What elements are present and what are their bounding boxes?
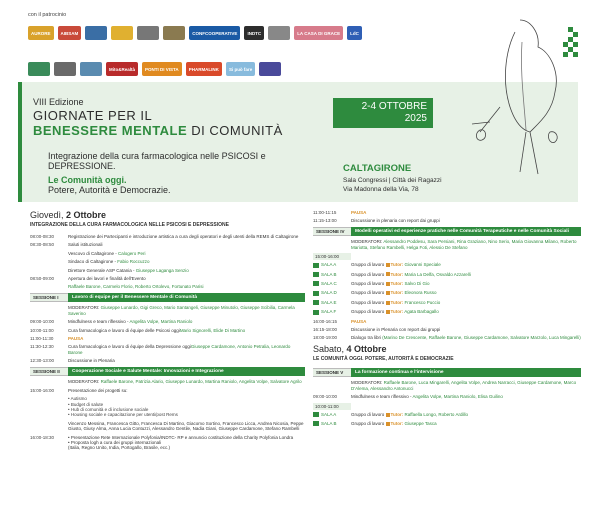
schedule-time: 16:15-18:00	[313, 327, 338, 333]
schedule-time: 08:30-08:50	[30, 242, 55, 248]
schedule-row	[313, 218, 581, 223]
partner-logo	[259, 62, 281, 76]
right-rows-a	[313, 210, 581, 224]
speaker-names: Giuseppe Cardamone, Antonio Petralia, Leonardo Barone	[68, 344, 291, 355]
schedule-text: MODERATORI:	[68, 305, 101, 311]
schedule-content	[68, 284, 305, 289]
session-1-title: Lavoro di equipe per il Benessere Mentale di Comunità	[68, 293, 305, 303]
workgroup-info	[351, 412, 468, 417]
schedule-content	[68, 388, 305, 393]
dates: 2-4 OTTOBRE	[361, 101, 427, 112]
day1-date: 2 Ottobre	[66, 210, 107, 220]
schedule-content	[351, 327, 581, 332]
schedule-content	[68, 268, 305, 273]
schedule-row	[30, 242, 305, 247]
schedule-time	[30, 251, 68, 256]
day1-rows-c	[30, 379, 305, 393]
schedule-content	[68, 319, 305, 324]
schedule-text: Sindaco di Caltagirone -	[68, 259, 118, 265]
bullet-text: Autismo	[70, 396, 87, 402]
bookmark-icon	[313, 421, 319, 426]
tutor-square-icon	[386, 291, 390, 295]
session-5	[313, 368, 581, 378]
partner-logo: Mito&Realtà	[106, 62, 138, 76]
tutor-label: Tutor:	[390, 262, 404, 268]
schedule-text: Dialogo tra libri	[351, 335, 383, 341]
partner-logo	[28, 62, 50, 76]
schedule-row	[313, 394, 581, 399]
venue-city: CALTAGIRONE	[343, 163, 412, 174]
schedule-text: Registrazione dei Partecipanti e introduzione artistica a cura degli operatori e degli utenti della REMS di Caltagirone	[68, 234, 299, 239]
workgroup-row	[313, 281, 581, 286]
group-label: Gruppo di lavoro	[351, 281, 385, 287]
group-label: Gruppo di lavoro	[351, 309, 385, 315]
day3-name: Sabato,	[313, 343, 345, 354]
tutor-label: Tutor:	[390, 281, 404, 287]
group-label: Gruppo di lavoro	[351, 262, 385, 268]
sala-tag	[313, 262, 351, 267]
tutor-label: Tutor:	[390, 299, 404, 305]
pause-label: PAUSA	[68, 336, 84, 342]
schedule-row	[30, 276, 305, 281]
tutor-label: Tutor:	[390, 271, 404, 277]
subtitle-2-rest: Potere, Autorità e Democrazie.	[48, 185, 171, 195]
sala-tag	[313, 309, 351, 314]
schedule-row	[313, 210, 581, 215]
row-last-line2: • Proposta logh a cura dei gruppi internazionali	[68, 439, 162, 445]
schedule-row	[30, 379, 305, 384]
tutor-names: Eleonora Russo	[404, 290, 437, 296]
bullet-text: Hub di comunità e di inclusione sociale	[70, 406, 149, 412]
schedule-text: Discussione in Plenaria con report dai gruppi	[351, 327, 441, 333]
sala-label: SALA B	[321, 421, 337, 427]
row-last-line1: • Presentazione Rete Internazionale Polyfonia/INDTC- RP e annuncio costituzione della Charity Polyfonia Londra	[68, 434, 294, 440]
tutor-names: Raffaella Longo, Roberto Ardillo	[404, 411, 468, 417]
session-5-moderators: MODERATORI: Raffaele Barone, Luca Mingarelli, Angelita Volpe, Andrea Narracci, Giuseppe Cardamone, Marco D'Alema, Alessandro Antonucci	[351, 380, 577, 391]
speaker-names: (Marino De Crescente, Raffaele Barone, Giuseppe Cardamone, Salvatore Marzolo, Luca Mingarelli)	[382, 335, 581, 341]
workgroup-row	[313, 290, 581, 295]
year: 2025	[404, 113, 427, 124]
tutor-square-icon	[386, 263, 390, 267]
schedule-row	[30, 319, 305, 324]
schedule-content	[351, 335, 581, 340]
speaker-names: Raffaele Barone, Patrizia Alario, Giuseppe Lunardo, Martina Raniolo, Angelita Volpe, Salvatore Agrilo	[100, 379, 302, 385]
day1-name: Giovedì,	[30, 210, 64, 220]
day3-rows	[313, 394, 581, 399]
schedule-content	[68, 234, 305, 239]
schedule-content	[68, 358, 305, 363]
group-time: 15:00-16:00	[313, 253, 351, 260]
bullet-names: Vincenzo Messina, Francesca Gitto, Francesca Di Martino, Giacomo Sortino, Francesco Licca, Andrea Nicosia, Peppe Giusto, Giusy Alma, Anna Lucia Contuzzi, Alessandro Gentile, Nadia Giani, Giuseppe Cardamone, Stefano Rambelli	[68, 420, 304, 432]
workgroup-info	[351, 272, 471, 277]
schedule-row-last	[30, 435, 305, 451]
header-stripe	[18, 82, 22, 202]
program-day1	[30, 210, 305, 454]
session-4-title: Modelli operativi ed esperienze pratiche nelle Comunità Terapeutiche e nelle Comunità Sociali	[351, 227, 581, 237]
session-2	[30, 367, 305, 377]
speaker-names: Raffaele Barone, Carmelo Florio, Roberto Ortolevo, Fortunato Parisi	[68, 284, 204, 290]
pause-label: PAUSA	[351, 318, 367, 324]
schedule-text: Presentazione dei progetti su:	[68, 387, 128, 393]
schedule-time	[30, 259, 68, 264]
day1-rows-a	[30, 234, 305, 290]
group-label: Gruppo di lavoro	[351, 299, 385, 305]
schedule-content	[68, 344, 305, 355]
speaker-names: Angelita Volpe, Martina Raniolo	[129, 319, 193, 325]
day1-theme: INTEGRAZIONE DELLA CURA FARMACOLOGICA NELLE PSICOSI E DEPRESSIONE	[30, 222, 229, 228]
schedule-row	[30, 336, 305, 341]
sala-tag	[313, 272, 351, 277]
sala-label: SALA B	[321, 271, 337, 277]
bullet-names-row	[30, 421, 305, 432]
bullet-item: • Autismo	[68, 396, 87, 402]
patronage-logos-row-2	[28, 62, 281, 76]
session-4-moderators-row	[313, 239, 581, 250]
event-title-line2	[33, 123, 283, 138]
sala-label: SALA D	[321, 290, 337, 296]
title-rest: DI COMUNITÀ	[191, 123, 283, 138]
workgroup-row	[313, 309, 581, 314]
partner-logo	[163, 26, 185, 40]
sketch-illustration	[460, 12, 580, 192]
schedule-row	[30, 268, 305, 273]
schedule-text: Direttore Generale ASP Catania -	[68, 267, 136, 273]
schedule-text: Discussione in Plenaria	[68, 358, 115, 364]
group-label: Gruppo di lavoro	[351, 271, 385, 277]
session-2-title: Cooperazione Sociale e Salute Mentale: Innovazioni e Integrazione	[68, 367, 305, 377]
schedule-content	[68, 259, 305, 264]
workgroup-row	[313, 421, 581, 426]
speaker-names: Angelita Volpe, Martina Raniolo, Elisa Guilino	[412, 394, 503, 400]
tutor-names: Salvo Di Gio	[404, 281, 430, 287]
schedule-row	[30, 259, 305, 264]
schedule-text: MODERATORI:	[68, 379, 101, 385]
title-highlight: BENESSERE MENTALE	[33, 123, 188, 138]
day3-date: 4 Ottobre	[346, 343, 387, 354]
schedule-time: 08:00-08:30	[30, 234, 55, 239]
tutor-label: Tutor:	[390, 411, 404, 417]
workgroup-row	[313, 262, 581, 267]
schedule-time: 11:15-13:00	[313, 218, 337, 224]
workgroup-row	[313, 412, 581, 417]
sala-label: SALA E	[321, 299, 337, 305]
bullet-text: Housing sociale e capacitazione per utenti/post Rems	[70, 412, 178, 418]
tutor-label: Tutor:	[390, 290, 404, 296]
day1-rows-b	[30, 305, 305, 363]
sala-label: SALA A	[321, 411, 337, 417]
partner-logo	[80, 62, 102, 76]
bullet-text: Budget di salute	[70, 401, 104, 407]
schedule-text: Saluti istituzionali	[68, 242, 103, 248]
right-rows-b	[313, 319, 581, 341]
schedule-time: 16:00-16:15	[313, 318, 338, 324]
workgroup-info	[351, 290, 437, 295]
schedule-content	[68, 328, 305, 333]
date-badge	[333, 98, 433, 128]
partner-logo: INDTC	[244, 26, 264, 40]
subtitle-1: Integrazione della cura farmacologica nelle PSICOSI e DEPRESSIONE.	[48, 151, 266, 171]
subtitle-2-highlight: Le Comunità oggi.	[48, 175, 127, 185]
schedule-time: 11:00-11:15	[313, 210, 337, 215]
sala-tag	[313, 290, 351, 295]
sala-tag	[313, 300, 351, 305]
speaker-names: Giuseppe Laganga Senzio	[135, 267, 189, 273]
partner-logo	[137, 26, 159, 40]
tutor-square-icon	[386, 413, 390, 417]
partner-logo	[85, 26, 107, 40]
tutor-square-icon	[386, 301, 390, 305]
session-1-label: SESSIONE I	[30, 293, 68, 303]
day3-theme: LE COMUNITÀ OGGI. POTERE, AUTORITÀ E DEMOCRAZIE	[313, 355, 454, 362]
schedule-text: Mindfulness e team riflessivo -	[68, 319, 130, 325]
schedule-time: 11:30-12:30	[30, 344, 54, 350]
workgroup-row	[313, 272, 581, 277]
sala-label: SALA C	[321, 281, 337, 287]
schedule-time: 08:50-09:00	[30, 276, 55, 282]
group-label: Gruppo di lavoro	[351, 290, 385, 296]
sala-label: SALA A	[321, 262, 337, 268]
session-5-moderators-row	[313, 380, 581, 391]
tutor-square-icon	[386, 272, 390, 276]
bookmark-icon	[313, 291, 319, 296]
day3-heading	[313, 344, 581, 354]
row-last-content	[68, 435, 305, 451]
tutor-names: Francesco Puccio	[404, 299, 441, 305]
partner-logo: AIBSAM	[58, 26, 82, 40]
schedule-time	[30, 268, 68, 273]
schedule-text: Cura farmacologica e lavoro di équipe delle Psicosi oggi	[68, 327, 180, 333]
partner-logo: LA CASA DI GRACE	[294, 26, 343, 40]
schedule-row	[313, 319, 581, 324]
partner-logo: PHARMALINK	[186, 62, 222, 76]
schedule-time: 10:00-11:00	[30, 327, 54, 333]
workgroup-info	[351, 300, 440, 305]
bullet-list	[30, 396, 305, 418]
session-5-title: La formazione continua e l'intervisione	[351, 368, 581, 378]
schedule-time	[30, 284, 68, 289]
schedule-content	[68, 276, 305, 281]
schedule-content	[351, 218, 581, 223]
tutor-square-icon	[386, 282, 390, 286]
schedule-row	[30, 358, 305, 363]
schedule-content	[351, 210, 581, 215]
speaker-names: Mario Signorelli, Elide Di Martino	[179, 327, 246, 333]
workgroups-day2	[313, 262, 581, 314]
bookmark-icon	[313, 263, 319, 268]
workgroup-info	[351, 262, 441, 267]
subtitle-2	[48, 175, 171, 195]
schedule-content	[351, 394, 581, 399]
schedule-time: 09:00-10:00	[313, 394, 338, 400]
schedule-row	[30, 344, 305, 355]
day3-group-time: 10:00-11:00	[313, 403, 351, 410]
workgroup-row	[313, 300, 581, 305]
schedule-time	[30, 379, 68, 384]
schedule-text: Discussione in plenaria con report dai gruppi	[351, 218, 440, 224]
group-label: Gruppo di lavoro	[351, 411, 385, 417]
bookmark-icon	[313, 300, 319, 305]
schedule-text: Apertura dei lavori e finalità dell'Evento	[68, 276, 146, 282]
bookmark-icon	[313, 272, 319, 277]
schedule-time: 12:30-13:00	[30, 358, 55, 364]
sala-tag	[313, 412, 351, 417]
event-title-line1: GIORNATE PER IL	[33, 108, 153, 123]
schedule-row	[30, 251, 305, 256]
venue-address: Via Madonna della Via, 78	[343, 186, 419, 193]
edition-label: VIII Edizione	[33, 97, 84, 107]
schedule-time: 15:00-16:00	[30, 387, 55, 393]
schedule-row	[30, 388, 305, 393]
schedule-row	[30, 305, 305, 316]
patronage-logos-row-1	[28, 26, 362, 40]
tutor-names: Agata Barbagallo	[404, 309, 439, 315]
session-5-label: SESSIONE V	[313, 368, 351, 378]
partner-logo	[54, 62, 76, 76]
schedule-row	[30, 328, 305, 333]
workgroup-info	[351, 309, 439, 314]
schedule-text: Vescovo di Caltagirone -	[68, 250, 119, 256]
sala-tag	[313, 421, 351, 426]
schedule-row	[313, 327, 581, 332]
schedule-time: 09:00-10:00	[30, 319, 55, 325]
session-4-moderators: MODERATORI: Alessandro Poddesu, Sara Persiani, Rina Graziano, Nino Serio, Maria Giovanna Milano, Roberto Mariotta, Stefano Rambelli, Helga Foti, Alessio De Stefano	[351, 239, 577, 250]
speaker-names: Calogero Peri	[118, 250, 146, 256]
schedule-time: 11:00-11:30	[30, 336, 54, 342]
schedule-row	[30, 284, 305, 289]
program-right-column	[313, 210, 581, 431]
partner-logo: PONTI DI VISTA	[142, 62, 182, 76]
schedule-content	[68, 379, 305, 384]
tutor-square-icon	[386, 310, 390, 314]
bookmark-icon	[313, 412, 319, 417]
tutor-names: Giuseppe Tasca	[404, 421, 437, 427]
tutor-label: Tutor:	[390, 309, 404, 315]
tutor-label: Tutor:	[390, 421, 404, 427]
schedule-content	[68, 251, 305, 256]
schedule-time: 18:00-19:00	[313, 335, 338, 341]
session-4-label: SESSIONE IV	[313, 227, 351, 237]
partner-logo: CONFCOOPERATIVE	[189, 26, 240, 40]
partner-logo	[268, 26, 290, 40]
schedule-row	[30, 234, 305, 239]
speaker-names: Fabio Roccuzzo	[117, 259, 150, 265]
patronage-label: con il patrocinio	[28, 12, 67, 18]
venue-name: Sala Congressi | Città dei Ragazzi	[343, 177, 442, 184]
schedule-text: Cura farmacologica e lavoro di équipe della Depressione oggi	[68, 344, 191, 350]
tutor-names: Maria La Delfa, Osvaldo Azzarelli	[404, 271, 471, 277]
session-1	[30, 293, 305, 303]
bullet-items	[68, 396, 305, 418]
workgroup-info	[351, 421, 437, 426]
partner-logo: Si può fare	[226, 62, 255, 76]
schedule-content	[68, 242, 305, 247]
session-2-label: SESSIONE II	[30, 367, 68, 377]
speaker-names: Giuseppe Lunardo, Gigi Greco, Mario Santangeli, Giuseppe Minutolo, Giuseppe Scibilia, Carmela Saverino	[68, 305, 295, 316]
group-label: Gruppo di lavoro	[351, 421, 385, 427]
pause-label: PAUSA	[351, 210, 367, 215]
sala-label: SALA F	[321, 309, 337, 315]
sala-tag	[313, 281, 351, 286]
tutor-square-icon	[386, 422, 390, 426]
tutor-names: Giovanni Speciale	[404, 262, 441, 268]
schedule-time	[30, 305, 68, 316]
bookmark-icon	[313, 281, 319, 286]
bullet-item: • Hub di comunità e di inclusione sociale	[68, 406, 149, 412]
workgroup-info	[351, 281, 430, 286]
bullet-item: • Housing sociale e capacitazione per utenti/post Rems	[68, 412, 178, 418]
row-last-time: 16:00-18:30	[30, 434, 55, 440]
schedule-text: Mindfulness e team riflessivo -	[351, 394, 413, 400]
row-last-line3: (Italia, Regno Unito, India, Portogallo, Brasile, ecc.)	[68, 445, 171, 451]
bullet-item: • Budget di salute	[68, 401, 104, 407]
partner-logo	[111, 26, 133, 40]
schedule-content	[68, 305, 305, 316]
day1-heading	[30, 210, 305, 220]
partner-logo: LdC	[347, 26, 362, 40]
schedule-content	[351, 319, 581, 324]
schedule-row	[313, 335, 581, 340]
partner-logo: AURORE	[28, 26, 54, 40]
schedule-content	[68, 336, 305, 341]
bookmark-icon	[313, 310, 319, 315]
session-4	[313, 227, 581, 237]
workgroups-day3	[313, 412, 581, 427]
